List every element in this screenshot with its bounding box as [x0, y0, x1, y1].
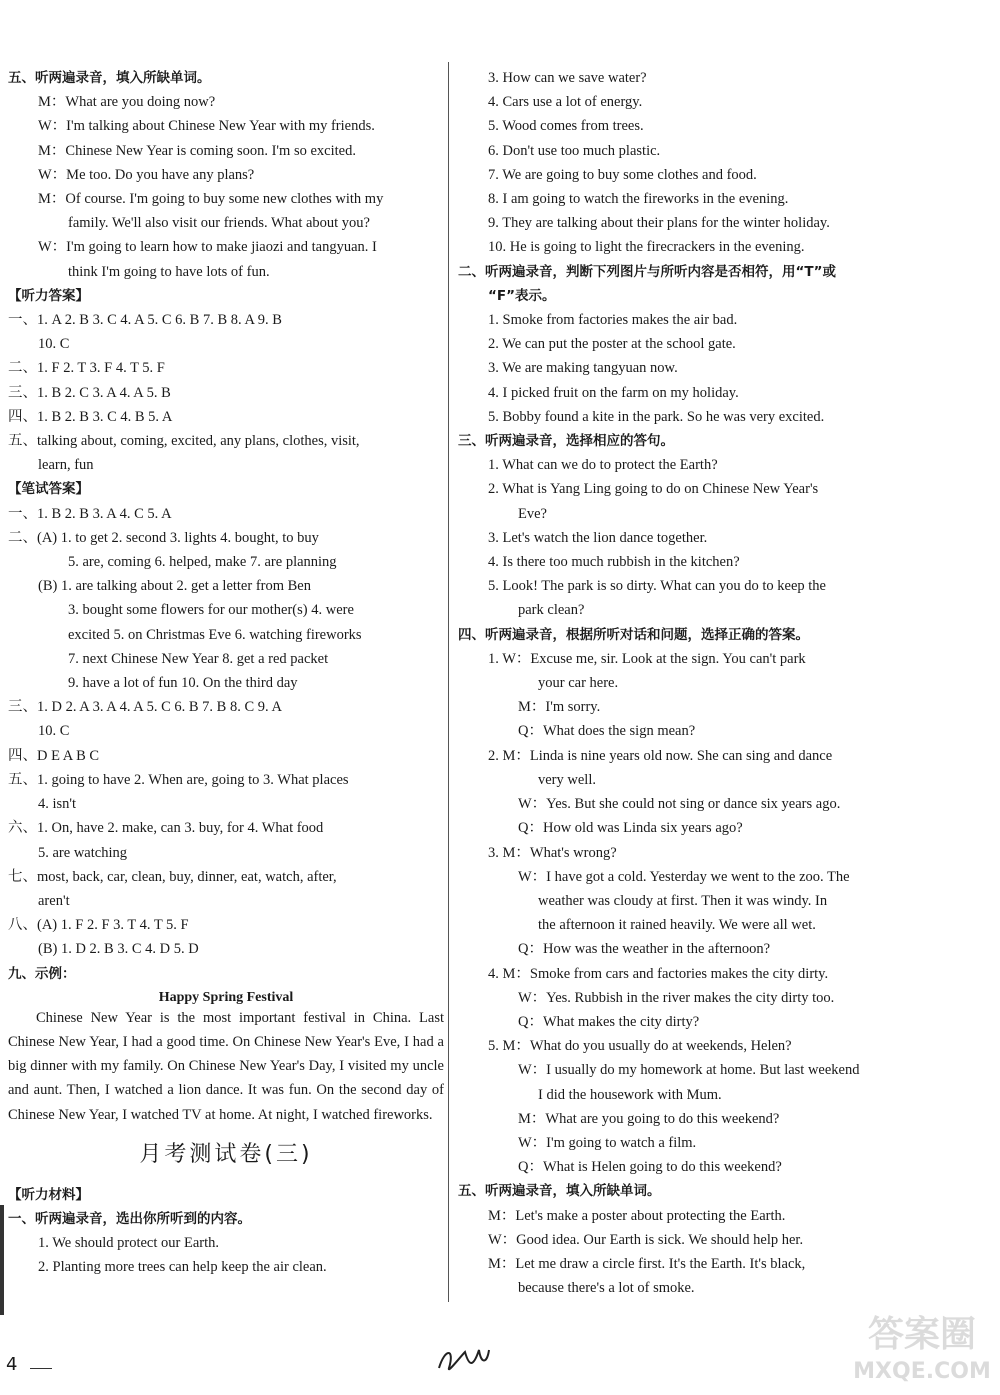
svg-text:答案圈: 答案圈: [867, 1314, 977, 1355]
text-line: 4. M：Smoke from cars and factories makes the city dirty.: [488, 965, 829, 982]
text-line: think I'm going to have lots of fun.: [68, 263, 270, 280]
text-line: your car here.: [538, 675, 619, 692]
right-column: [458, 66, 898, 1300]
text-line: W：I have got a cold. Yesterday we went to the zoo. The: [518, 868, 850, 885]
text-line: 【听力材料】: [8, 1186, 89, 1203]
text-line: “F”表示。: [488, 287, 556, 304]
text-line: 一、听两遍录音，选出你所听到的内容。: [8, 1210, 251, 1227]
text-line: 2. M：Linda is nine years old now. She can sing and dance: [488, 747, 833, 764]
text-line: 7. next Chinese New Year 8. get a red packet: [68, 650, 329, 667]
left-lines: [8, 66, 444, 986]
text-line: park clean?: [518, 602, 585, 619]
text-line: 一、1. B 2. B 3. A 4. C 5. A: [8, 505, 172, 522]
text-line: 四、D E A B C: [8, 747, 100, 764]
text-line: 5. M：What do you usually do at weekends, Helen?: [488, 1038, 792, 1055]
text-line: W：Me too. Do you have any plans?: [38, 166, 255, 183]
text-line: 3. We are making tangyuan now.: [488, 360, 678, 377]
text-line: the afternoon it rained heavily. We were all wet.: [538, 917, 816, 934]
text-line: I did the housework with Mum.: [538, 1086, 722, 1103]
text-line: 一、1. A 2. B 3. C 4. A 5. C 6. B 7. B 8. A 9. B: [8, 312, 282, 329]
right-lines: [458, 66, 898, 1300]
text-line: weather was cloudy at first. Then it was windy. In: [538, 892, 828, 909]
text-line: 3. bought some flowers for our mother(s) 4. were: [68, 602, 354, 619]
text-line: 5. are, coming 6. helped, make 7. are planning: [68, 554, 337, 571]
svg-text:MXQE.COM: MXQE.COM: [853, 1359, 991, 1384]
text-line: Q：How old was Linda six years ago?: [518, 820, 743, 837]
text-line: 【笔试答案】: [8, 481, 89, 498]
text-line: aren't: [38, 892, 70, 909]
text-line: 4. isn't: [38, 796, 77, 813]
text-line: 5. are watching: [38, 844, 127, 861]
text-line: M：What are you doing now?: [38, 94, 216, 111]
text-line: W：Good idea. Our Earth is sick. We should help her.: [488, 1231, 804, 1248]
text-line: 4. Cars use a lot of energy.: [488, 94, 643, 111]
text-line: (B) 1. are talking about 2. get a letter from Ben: [38, 578, 311, 595]
text-line: Eve?: [518, 505, 547, 522]
column-divider: [448, 62, 449, 1302]
watermark-logo: [852, 1306, 992, 1386]
text-line: excited 5. on Christmas Eve 6. watching fireworks: [68, 626, 362, 643]
essay-text: Chinese New Year is the most important festival in China. Last Chinese New Year, I had a good time. On Chinese New Year's Eve, I had a big dinner with my family. On Chinese New Year's Day, I visited my uncle and aunt. Then, I watched a lion dance. It was fun. On the second day of Chinese New Year, I watched TV at home. At night, I watched fireworks.: [8, 1009, 444, 1123]
text-line: 八、(A) 1. F 2. F 3. T 4. T 5. F: [8, 917, 189, 934]
text-line: M：Of course. I'm going to buy some new clothes with my: [38, 191, 384, 208]
text-line: 9. have a lot of fun 10. On the third day: [68, 675, 298, 692]
text-line: Q：What makes the city dirty?: [518, 1013, 700, 1030]
text-line: 9. They are talking about their plans for the winter holiday.: [488, 215, 830, 232]
text-line: because there's a lot of smoke.: [518, 1280, 695, 1297]
text-line: W：I'm going to watch a film.: [518, 1134, 697, 1151]
text-line: 三、1. B 2. C 3. A 4. A 5. B: [8, 384, 171, 401]
page-number-rule: [30, 1368, 52, 1369]
text-line: very well.: [538, 771, 596, 788]
left-column: [8, 66, 444, 1280]
text-line: 2. What is Yang Ling going to do on Chinese New Year's: [488, 481, 819, 498]
text-line: 6. Don't use too much plastic.: [488, 142, 661, 159]
text-line: M：Let's make a poster about protecting the Earth.: [488, 1207, 786, 1224]
text-line: 五、1. going to have 2. When are, going to 3. What places: [8, 771, 349, 788]
text-line: 五、talking about, coming, excited, any plans, clothes, visit,: [8, 433, 360, 450]
handwritten-mark: [435, 1338, 495, 1378]
text-line: 2. We can put the poster at the school gate.: [488, 336, 736, 353]
text-line: family. We'll also visit our friends. What about you?: [68, 215, 370, 232]
text-line: Q：What does the sign mean?: [518, 723, 696, 740]
text-line: Q：What is Helen going to do this weekend?: [518, 1159, 782, 1176]
text-line: 7. We are going to buy some clothes and food.: [488, 166, 757, 183]
text-line: 3. M：What's wrong?: [488, 844, 617, 861]
text-line: 四、1. B 2. B 3. C 4. B 5. A: [8, 408, 173, 425]
page-number: 4: [6, 1354, 18, 1375]
text-line: 九、示例：: [8, 965, 76, 982]
text-line: 8. I am going to watch the fireworks in the evening.: [488, 191, 789, 208]
text-line: 5. Look! The park is so dirty. What can you do to keep the: [488, 578, 826, 595]
text-line: 4. Is there too much rubbish in the kitchen?: [488, 554, 740, 571]
text-line: 四、听两遍录音，根据所听对话和问题，选择正确的答案。: [458, 626, 809, 643]
text-line: 【听力答案】: [8, 287, 89, 304]
text-line: M：What are you going to do this weekend?: [518, 1110, 780, 1127]
text-line: 3. Let's watch the lion dance together.: [488, 529, 708, 546]
text-line: M：I'm sorry.: [518, 699, 601, 716]
text-line: 5. Wood comes from trees.: [488, 118, 644, 135]
text-line: W：Yes. Rubbish in the river makes the city dirty too.: [518, 989, 835, 1006]
text-line: 七、most, back, car, clean, buy, dinner, eat, watch, after,: [8, 868, 337, 885]
left-bottom-lines: [8, 1183, 444, 1280]
text-line: W：I'm going to learn how to make jiaozi and tangyuan. I: [38, 239, 377, 256]
text-line: M：Chinese New Year is coming soon. I'm so excited.: [38, 142, 356, 159]
text-line: 三、听两遍录音，选择相应的答句。: [458, 433, 674, 450]
text-line: 五、听两遍录音，填入所缺单词。: [458, 1183, 661, 1200]
text-line: 5. Bobby found a kite in the park. So he was very excited.: [488, 408, 825, 425]
text-line: W：Yes. But she could not sing or dance six years ago.: [518, 796, 841, 813]
text-line: W：I usually do my homework at home. But last weekend: [518, 1062, 860, 1079]
text-line: M：Let me draw a circle first. It's the Earth. It's black,: [488, 1255, 806, 1272]
text-line: 二、1. F 2. T 3. F 4. T 5. F: [8, 360, 165, 377]
scan-edge: [0, 1205, 4, 1315]
text-line: 三、1. D 2. A 3. A 4. A 5. C 6. B 7. B 8. C 9. A: [8, 699, 282, 716]
essay-title: Happy Spring Festival: [158, 989, 294, 1005]
text-line: 1. What can we do to protect the Earth?: [488, 457, 718, 474]
text-line: 五、听两遍录音，填入所缺单词。: [8, 70, 211, 86]
text-line: 二、(A) 1. to get 2. second 3. lights 4. bought, to buy: [8, 529, 319, 546]
text-line: 10. C: [38, 336, 70, 353]
text-line: 1. We should protect our Earth.: [38, 1235, 219, 1252]
text-line: (B) 1. D 2. B 3. C 4. D 5. D: [38, 941, 199, 958]
text-line: 1. W：Excuse me, sir. Look at the sign. You can't park: [488, 650, 806, 667]
text-line: 六、1. On, have 2. make, can 3. buy, for 4. What food: [8, 820, 324, 837]
text-line: 1. Smoke from factories makes the air bad.: [488, 312, 738, 329]
text-line: 10. C: [38, 723, 70, 740]
text-line: 4. I picked fruit on the farm on my holiday.: [488, 384, 739, 401]
text-line: 二、听两遍录音，判断下列图片与所听内容是否相符，用“T”或: [458, 263, 836, 280]
text-line: 3. How can we save water?: [488, 70, 647, 86]
section-title: 月考测试卷(三): [139, 1141, 313, 1167]
text-line: W：I'm talking about Chinese New Year with my friends.: [38, 118, 375, 135]
text-line: 2. Planting more trees can help keep the air clean.: [38, 1259, 327, 1276]
text-line: learn, fun: [38, 457, 94, 474]
text-line: Q：How was the weather in the afternoon?: [518, 941, 771, 958]
text-line: 10. He is going to light the firecrackers in the evening.: [488, 239, 805, 256]
